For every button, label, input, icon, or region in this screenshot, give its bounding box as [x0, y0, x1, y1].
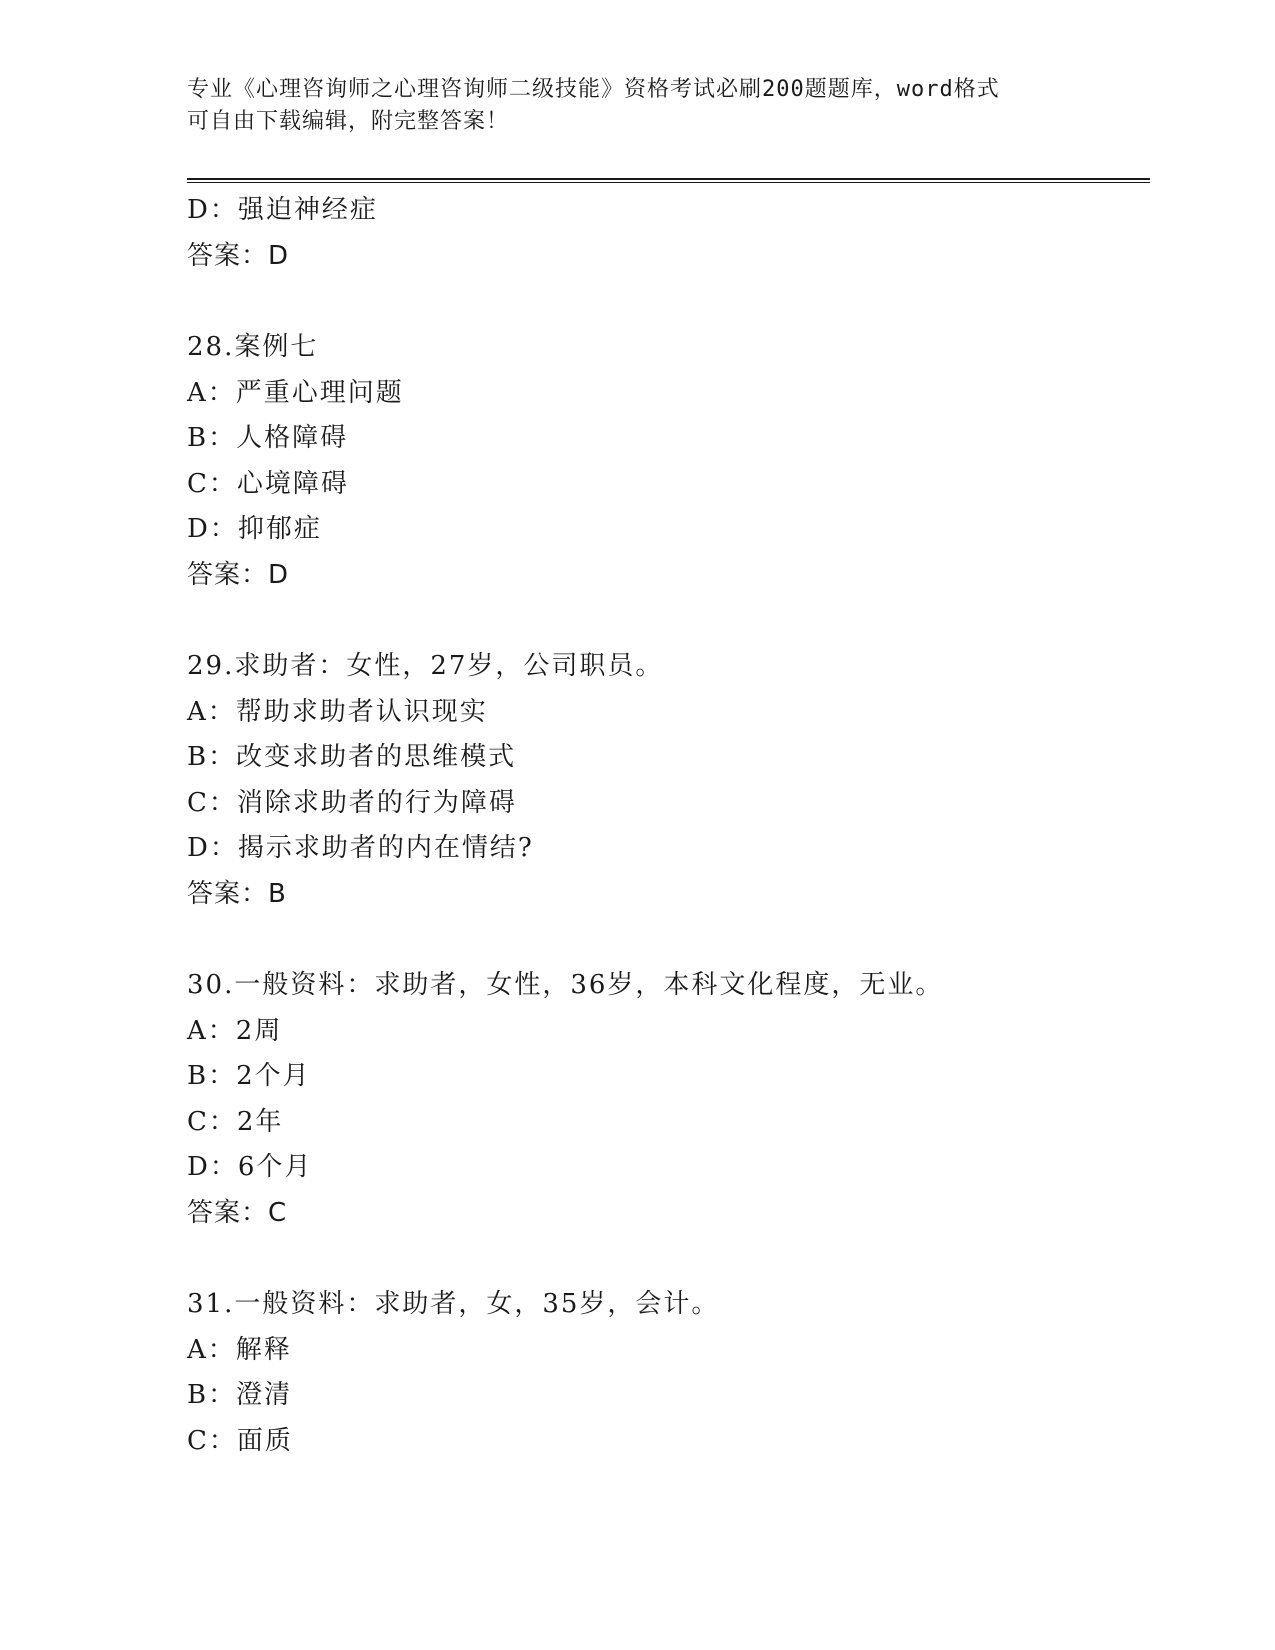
option-c: C：2年: [187, 1106, 284, 1137]
header-line-1: 专业《心理咨询师之心理咨询师二级技能》资格考试必刷200题题库，word格式: [187, 77, 1000, 102]
question-list: [187, 188, 1147, 1464]
option-a: A：解释: [187, 1334, 292, 1365]
question-title: 29.求助者：女性，27岁，公司职员。: [187, 651, 664, 681]
question-title: 31.一般资料：求助者，女，35岁，会计。: [187, 1289, 720, 1319]
option-c: C：消除求助者的行为障碍: [187, 787, 517, 818]
question-block: [187, 1282, 1147, 1464]
option-d: D：强迫神经症: [187, 195, 378, 225]
option-a: A：帮助求助者认识现实: [187, 696, 488, 727]
block-spacer: [187, 917, 1147, 963]
answer-line: 答案：D: [187, 559, 290, 590]
question-block: [187, 644, 1147, 917]
option-c: C：面质: [187, 1425, 293, 1456]
header-line-2: 可自由下载编辑，附完整答案！: [187, 109, 510, 134]
block-spacer: [187, 279, 1147, 325]
question-block: [187, 963, 1147, 1236]
block-spacer: [187, 1236, 1147, 1282]
option-b: B：2个月: [187, 1061, 311, 1091]
option-a: A：2周: [187, 1015, 283, 1046]
option-d: D：揭示求助者的内在情结?: [187, 833, 534, 863]
option-b: B：人格障碍: [187, 423, 349, 453]
option-d: D：6个月: [187, 1152, 313, 1182]
option-c: C：心境障碍: [187, 468, 349, 499]
question-title: 30.一般资料：求助者，女性，36岁，本科文化程度，无业。: [187, 970, 944, 1000]
question-title: 28.案例七: [187, 332, 319, 362]
header-divider: [187, 178, 1150, 183]
option-d: D：抑郁症: [187, 514, 322, 544]
question-block: [187, 188, 1147, 279]
document-header: [187, 74, 1067, 138]
answer-line: 答案：D: [187, 240, 290, 271]
block-spacer: [187, 598, 1147, 644]
question-block: [187, 325, 1147, 598]
option-b: B：改变求助者的思维模式: [187, 742, 517, 772]
option-a: A：严重心理问题: [187, 377, 404, 408]
answer-line: 答案：B: [187, 878, 287, 909]
option-b: B：澄清: [187, 1380, 293, 1410]
answer-line: 答案：C: [187, 1197, 288, 1228]
